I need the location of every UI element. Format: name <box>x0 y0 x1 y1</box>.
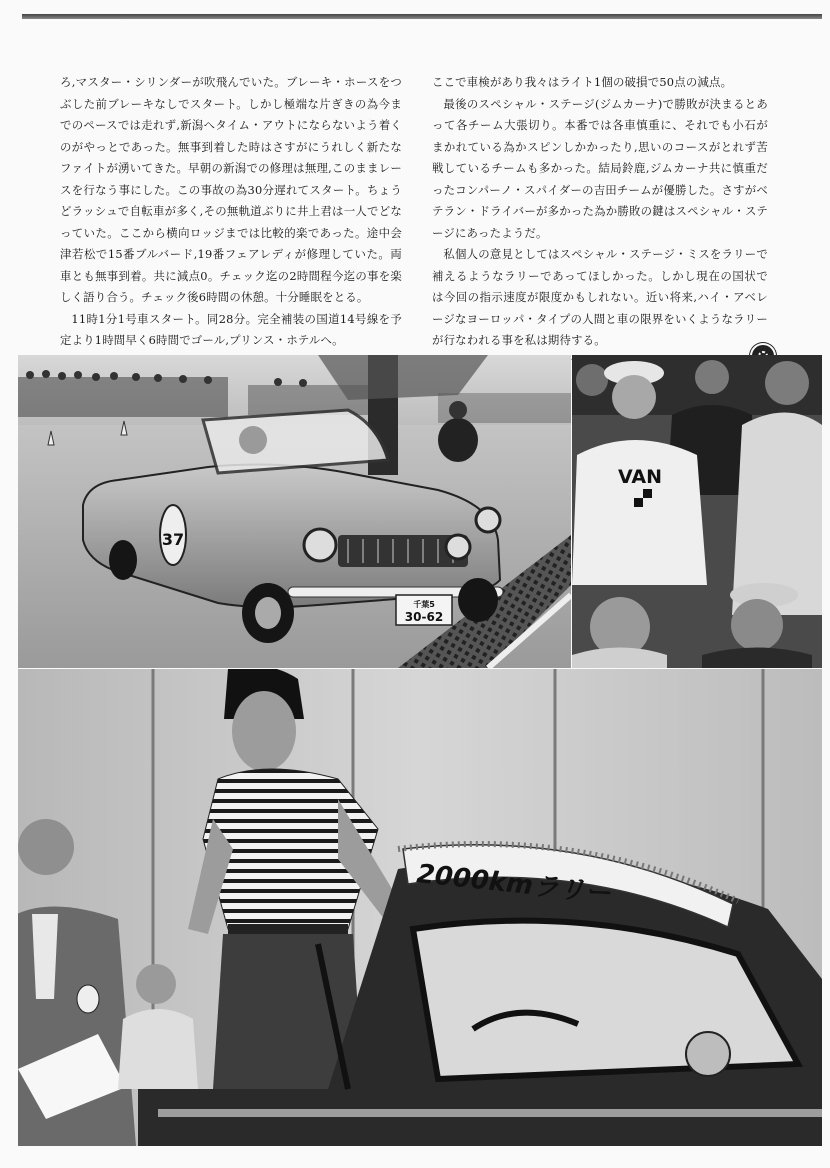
car-number: 37 <box>161 530 185 549</box>
plate-number: 30-62 <box>404 610 444 624</box>
article-column-left <box>60 72 402 352</box>
top-rule <box>22 14 822 19</box>
plate-region: 千葉5 <box>413 600 435 609</box>
article-column-right <box>432 72 768 373</box>
paragraph: 私個人の意見としてはスペシャル・ステージ・ミスをラリーで補えるようなラリーであってほしかった。しかし現在の国状では今回の指示速度が限度かもしれない。近い将来,ハイ・アベレージなヨーロッパ・タイプの人間と車の限界をいくようなラリーが行なわれる事を私は期待する。 <box>432 247 768 347</box>
paragraph: ろ,マスター・シリンダーが吹飛んでいた。ブレーキ・ホースをつぶした前ブレーキなしでスタート。しかし極端な片ぎきの為今までのペースでは走れず,新潟へタイム・アウトにならないよう着くのがやっとであった。無事到着した時はさすがにうれしく新たなファイトが湧いてきた。早朝の新潟での修理は無理,このままレースを行なう事にした。この事故の為30分遅れてスタート。ちょうどラッシュで自転車が多く,その無軌道ぶりに井上君は一人でどなっていた。ここから横向ロッジまでは比較的楽であった。途中会津若松で15番ブルバード,19番フェアレディが修理していた。両車とも無事到着。共に減点0。チェック迄の2時間程今迄の事を楽しく語り合う。チェック後6時間の休憩。十分睡眠をとる。 <box>60 75 402 304</box>
photo-driver <box>18 669 822 1146</box>
sweatshirt-logo: VAN <box>617 466 663 488</box>
photo-crowd <box>572 355 822 668</box>
paragraph: ここで車検があり我々はライト1個の破損で50点の減点。 <box>432 75 733 89</box>
paragraph: 最後のスペシャル・ステージ(ジムカーナ)で勝敗が決まるとあって各チーム大張切り。本番では各車慎重に、それでも小石がまかれている為かスピンしかかったり,思いのコースがとれず苦戦しているチームも多かった。結局鈴鹿,ジムカーナ共に慎重だったコンパーノ・スパイダーの吉田チームが優勝した。さすがベテラン・ドライバーが多かった為か勝敗の鍵はスペシャル・ステージにあったようだ。 <box>432 96 768 240</box>
rally-sign-text: 2000kmラリー <box>415 859 613 910</box>
paragraph: 11時1分1号車スタート。同28分。完全補装の国道14号線を予定より1時間早く6時間でゴール,プリンス・ホテルへ。 <box>60 311 402 347</box>
photo-rally-car <box>18 355 571 668</box>
